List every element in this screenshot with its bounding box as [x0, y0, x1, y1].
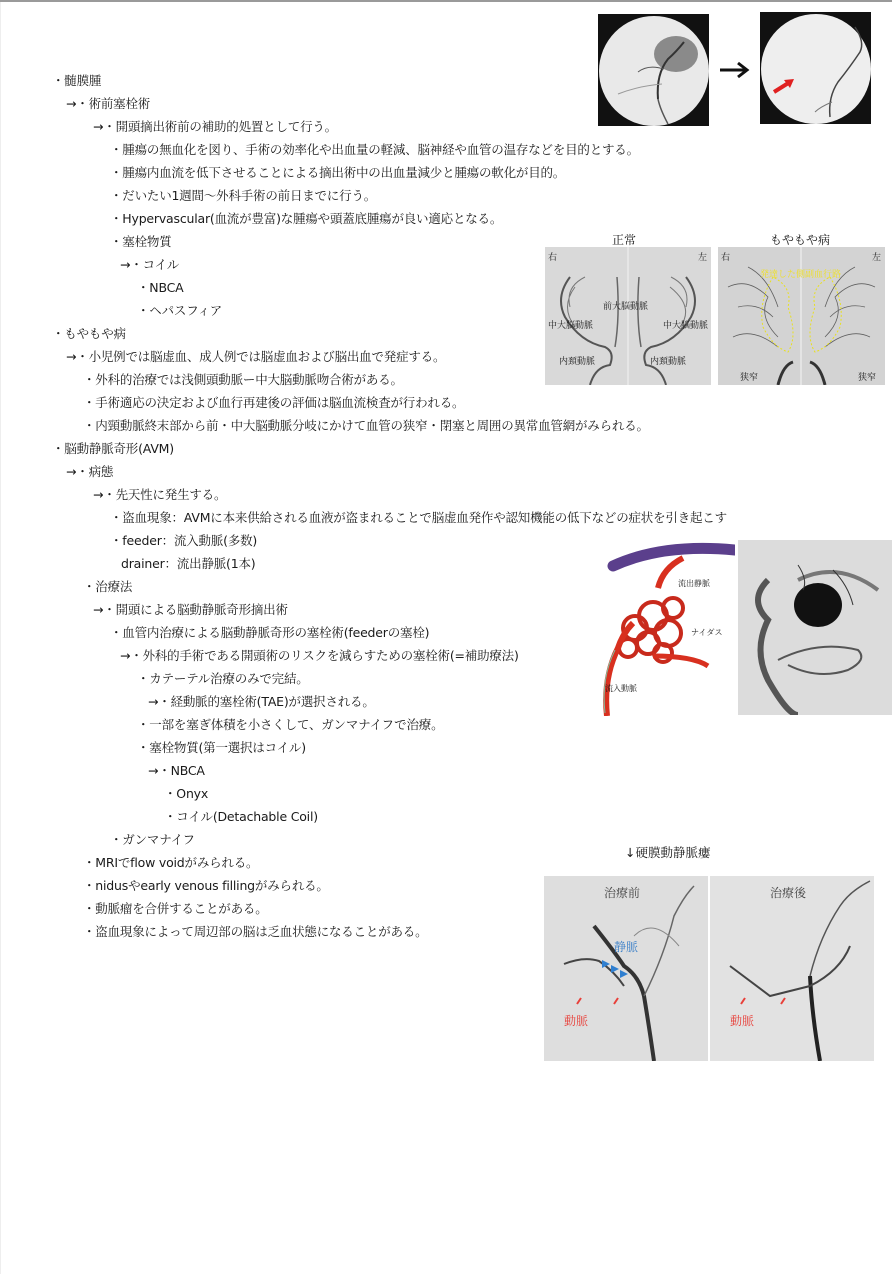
figure-title-moyamoya: もやもや病 — [770, 233, 831, 247]
avm-angiogram — [738, 540, 892, 715]
label-left: 左 — [871, 253, 881, 263]
note-line: ・コイル(Detachable Coil) — [164, 809, 318, 824]
note-line: ・Hypervascular(血流が豊富)な腫瘍や頭蓋底腫瘍が良い適応となる。 — [110, 211, 503, 226]
note-line: ・手術適応の決定および血行再建後の評価は脳血流検査が行われる。 — [83, 395, 465, 410]
note-line: ・血管内治療による脳動静脈奇形の塞栓術(feederの塞栓) — [110, 625, 430, 640]
note-line: →・経動脈的塞栓術(TAE)が選択される。 — [148, 694, 375, 709]
figure-caption-davf: ↓硬膜動静脈瘻 — [625, 845, 711, 860]
label-left: 左 — [697, 253, 707, 263]
note-line: ・内頸動脈終末部から前・中大脳動脈分岐にかけて血管の狭窄・閉塞と周囲の異常血管網がみられる。 — [83, 418, 649, 433]
note-line: ・Onyx — [164, 786, 209, 801]
page-top-border — [0, 0, 892, 2]
label-artery: 動脈 — [564, 1014, 589, 1028]
note-line: →・小児例では脳虚血、成人例では脳虚血および脳出血で発症する。 — [66, 349, 446, 364]
meningioma-angiogram-before — [598, 14, 709, 126]
label-aca: 前大脳動脈 — [603, 302, 649, 312]
note-line: ・もやもや病 — [52, 326, 126, 341]
note-line: ・腫瘍内血流を低下させることによる摘出術中の出血量減少と腫瘍の軟化が目的。 — [110, 165, 566, 180]
label-ica-right: 内頚動脈 — [559, 357, 596, 367]
label-feeder: 流入動脈 — [605, 684, 637, 693]
figure-title-normal: 正常 — [612, 233, 637, 247]
label-ica-left: 内頚動脈 — [650, 357, 687, 367]
label-after: 治療後 — [770, 886, 807, 900]
label-artery: 動脈 — [730, 1014, 755, 1028]
note-line: →・開頭摘出術前の補助的処置として行う。 — [93, 119, 337, 134]
label-vein: 静脈 — [614, 940, 639, 954]
note-line: ・髄膜腫 — [52, 73, 102, 88]
label-mca-right: 中大脳動脈 — [548, 321, 594, 331]
label-right: 右 — [548, 253, 558, 263]
label-stenosis-right: 狭窄 — [740, 373, 759, 383]
note-line: →・開頭による脳動静脈奇形摘出術 — [93, 602, 288, 617]
note-line: ・feeder：流入動脈(多数) — [110, 533, 258, 548]
note-line: ・カテーテル治療のみで完結。 — [137, 671, 309, 686]
label-before: 治療前 — [604, 886, 641, 900]
label-collateral: 発達した側副血行路 — [760, 270, 842, 280]
note-line: ・腫瘍の無血化を図り、手術の効率化や出血量の軽減、脳神経や血管の温存などを目的とする。 — [110, 142, 639, 157]
arrow-right-icon — [718, 60, 752, 80]
label-drainer: 流出静脈 — [678, 579, 710, 588]
note-line: ・塞栓物質(第一選択はコイル) — [137, 740, 306, 755]
note-line: drainer：流出静脈(1本) — [121, 556, 256, 571]
note-line: →・コイル — [120, 257, 180, 272]
note-line: ・だいたい1週間〜外科手術の前日までに行う。 — [110, 188, 377, 203]
label-stenosis-left: 狭窄 — [858, 373, 877, 383]
davf-angiogram-after — [710, 876, 874, 1061]
page-left-edge — [0, 2, 1, 1274]
label-nidus: ナイダス — [691, 628, 723, 637]
note-line: ・脳動静脈奇形(AVM) — [52, 441, 174, 456]
note-line: ・NBCA — [137, 280, 184, 295]
note-line: →・術前塞栓術 — [66, 96, 151, 111]
note-line: ・動脈瘤を合併することがある。 — [83, 901, 268, 916]
note-line: →・NBCA — [148, 763, 205, 778]
normal-cerebral-angiogram — [545, 247, 711, 385]
label-mca-left: 中大脳動脈 — [663, 321, 709, 331]
davf-angiogram-before — [544, 876, 708, 1061]
note-line: ・nidusやearly venous fillingがみられる。 — [83, 878, 329, 893]
note-line: ・一部を塞ぎ体積を小さくして、ガンマナイフで治療。 — [137, 717, 444, 732]
note-line: →・外科的手術である開頭術のリスクを減らすための塞栓術(=補助療法) — [120, 648, 519, 663]
avm-illustration — [593, 538, 735, 716]
meningioma-angiogram-after — [760, 12, 871, 124]
note-line: ・ヘパスフィア — [137, 303, 223, 318]
label-right: 右 — [721, 253, 731, 263]
note-line: →・病態 — [66, 464, 114, 479]
note-line: ・盗血現象によって周辺部の脳は乏血状態になることがある。 — [83, 924, 428, 939]
note-line: ・治療法 — [83, 579, 133, 594]
note-line: ・塞栓物質 — [110, 234, 172, 249]
note-line: ・MRIでflow voidがみられる。 — [83, 855, 259, 870]
note-line: ・外科的治療では浅側頭動脈ー中大脳動脈吻合術がある。 — [83, 372, 403, 387]
note-line: →・先天性に発生する。 — [93, 487, 227, 502]
moyamoya-angiogram — [718, 247, 885, 385]
note-line: ・盗血現象：AVMに本来供給される血液が盗まれることで脳虚血発作や認知機能の低下などの症状を引き起こす — [110, 510, 727, 525]
note-line: ・ガンマナイフ — [110, 832, 195, 847]
